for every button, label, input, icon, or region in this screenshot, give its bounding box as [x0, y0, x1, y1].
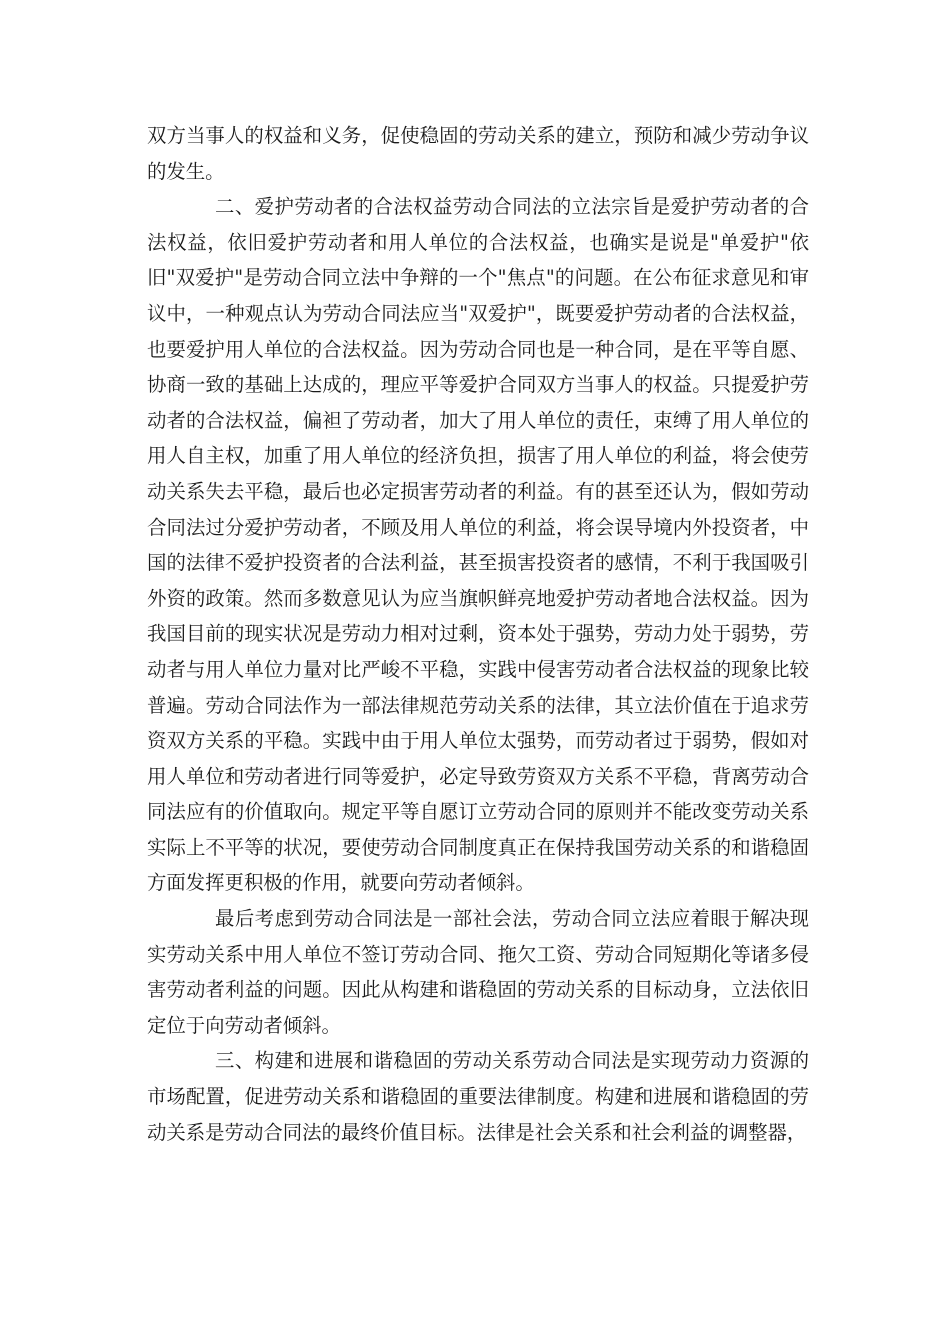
paragraph-conclusion: 最后考虑到劳动合同法是一部社会法，劳动合同立法应着眼于解决现实劳动关系中用人单位不签订劳动合同、拖欠工资、劳动合同短期化等诸多侵害劳动者利益的问题。因此从构建和谐稳固的劳动关系的目标动身，立法依旧定位于向劳动者倾斜。 [147, 907, 809, 1037]
paragraph-continuation: 双方当事人的权益和义务，促使稳固的劳动关系的建立，预防和减少劳动争议的发生。 [147, 124, 809, 183]
document-body [147, 118, 809, 1150]
paragraph-section-two: 二、爱护劳动者的合法权益劳动合同法的立法宗旨是爱护劳动者的合法权益，依旧爱护劳动者和用人单位的合法权益，也确实是说是"单爱护"依旧"双爱护"是劳动合同立法中争辩的一个"焦点"的问题。在公布征求意见和审议中，一种观点认为劳动合同法应当"双爱护"，既要爱护劳动者的合法权益，也要爱护用人单位的合法权益。因为劳动合同也是一种合同，是在平等自愿、协商一致的基础上达成的，理应平等爱护合同双方当事人的权益。只提爱护劳动者的合法权益，偏袒了劳动者，加大了用人单位的责任，束缚了用人单位的用人自主权，加重了用人单位的经济负担，损害了用人单位的利益，将会使劳动关系失去平稳，最后也必定损害劳动者的利益。有的甚至还认为，假如劳动合同法过分爱护劳动者，不顾及用人单位的利益，将会误导境内外投资者，中国的法律不爱护投资者的合法利益，甚至损害投资者的感情，不利于我国吸引外资的政策。然而多数意见认为应当旗帜鲜亮地爱护劳动者地合法权益。因为我国目前的现实状况是劳动力相对过剩，资本处于强势，劳动力处于弱势，劳动者与用人单位力量对比严峻不平稳，实践中侵害劳动者合法权益的现象比较普遍。劳动合同法作为一部法律规范劳动关系的法律，其立法价值在于追求劳资双方关系的平稳。实践中由于用人单位太强势，而劳动者过于弱势，假如对用人单位和劳动者进行同等爱护，必定导致劳资双方关系不平稳，背离劳动合同法应有的价值取向。规定平等自愿订立劳动合同的原则并不能改变劳动关系实际上不平等的状况，要使劳动合同制度真正在保持我国劳动关系的和谐稳固方面发挥更积极的作用，就要向劳动者倾斜。 [147, 195, 809, 895]
paragraph-section-three: 三、构建和进展和谐稳固的劳动关系劳动合同法是实现劳动力资源的市场配置，促进劳动关系和谐稳固的重要法律制度。构建和进展和谐稳固的劳动关系是劳动合同法的最终价值目标。法律是社会关系和社会利益的调整器， [147, 1049, 809, 1144]
